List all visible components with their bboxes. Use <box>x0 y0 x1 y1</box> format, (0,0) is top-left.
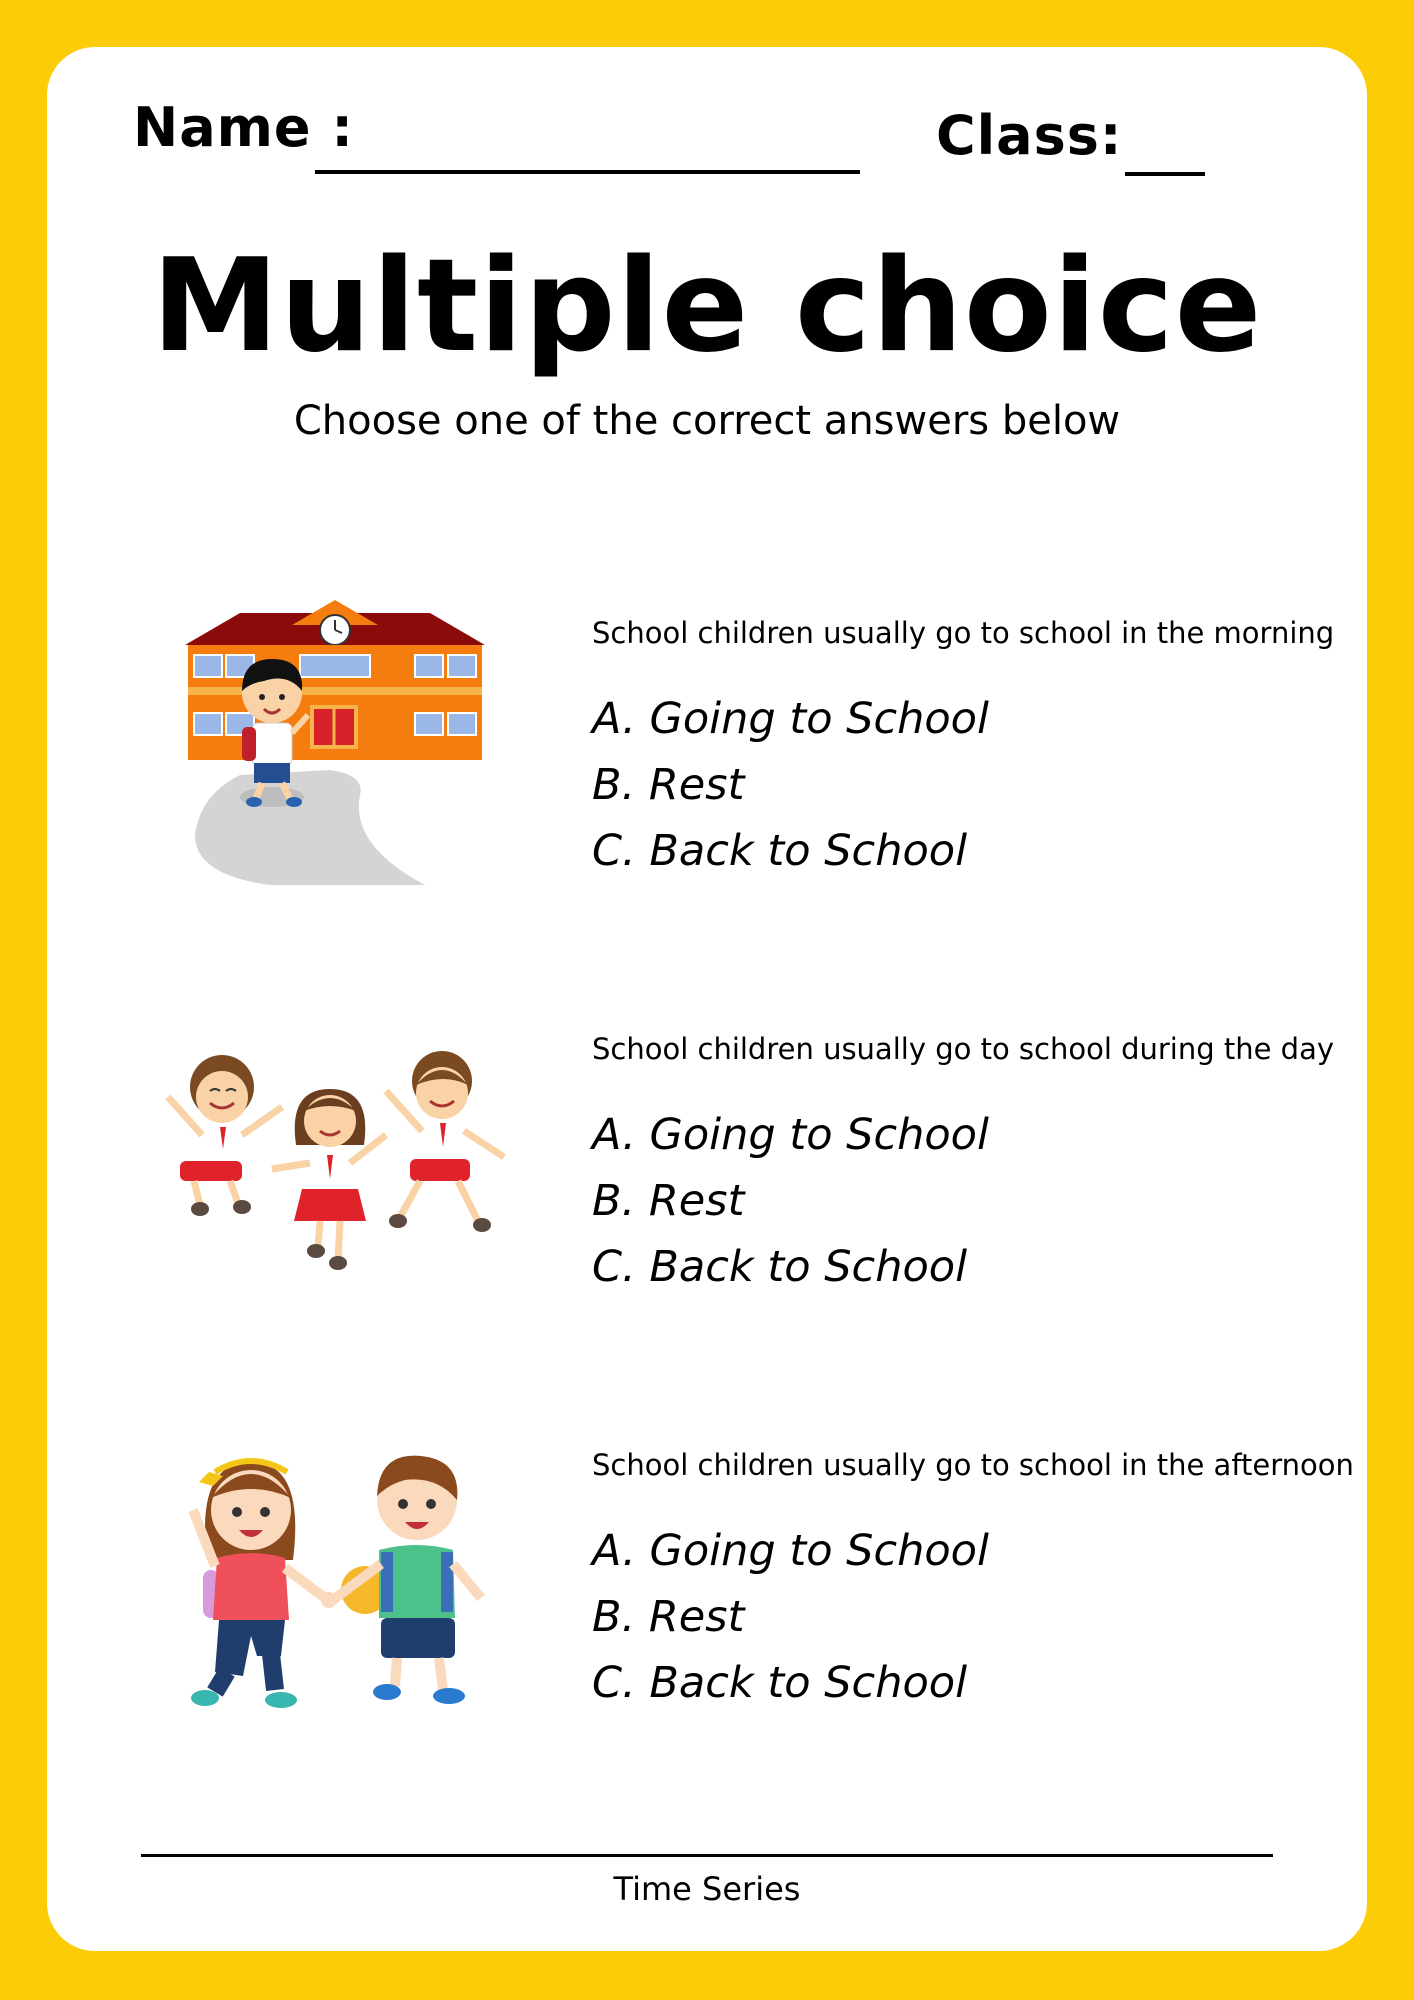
question-3-option-c[interactable]: C. Back to School <box>592 1658 968 1708</box>
name-label: Name : <box>133 96 354 159</box>
question-1-option-c[interactable]: C. Back to School <box>592 826 968 876</box>
school-building-illustration <box>180 595 490 890</box>
question-2-prompt: School children usually go to school during the day <box>592 1032 1335 1066</box>
name-answer-line[interactable] <box>315 170 860 174</box>
question-3-option-a[interactable]: A. Going to School <box>592 1526 989 1576</box>
footer-text: Time Series <box>613 1870 801 1908</box>
class-label: Class: <box>936 104 1123 167</box>
class-answer-line[interactable] <box>1125 172 1205 176</box>
question-3-prompt: School children usually go to school in the afternoon <box>592 1448 1354 1482</box>
footer-divider <box>141 1854 1273 1857</box>
children-holding-hands-illustration <box>185 1440 495 1715</box>
question-3-option-b[interactable]: B. Rest <box>592 1592 745 1642</box>
question-2-option-b[interactable]: B. Rest <box>592 1176 745 1226</box>
jumping-children-illustration <box>160 1045 515 1275</box>
question-1-option-a[interactable]: A. Going to School <box>592 694 989 744</box>
question-1-option-b[interactable]: B. Rest <box>592 760 745 810</box>
page-subtitle: Choose one of the correct answers below <box>293 398 1121 444</box>
page-title: Multiple choice <box>151 232 1263 381</box>
question-1-prompt: School children usually go to school in the morning <box>592 616 1335 650</box>
question-2-option-c[interactable]: C. Back to School <box>592 1242 968 1292</box>
question-2-option-a[interactable]: A. Going to School <box>592 1110 989 1160</box>
